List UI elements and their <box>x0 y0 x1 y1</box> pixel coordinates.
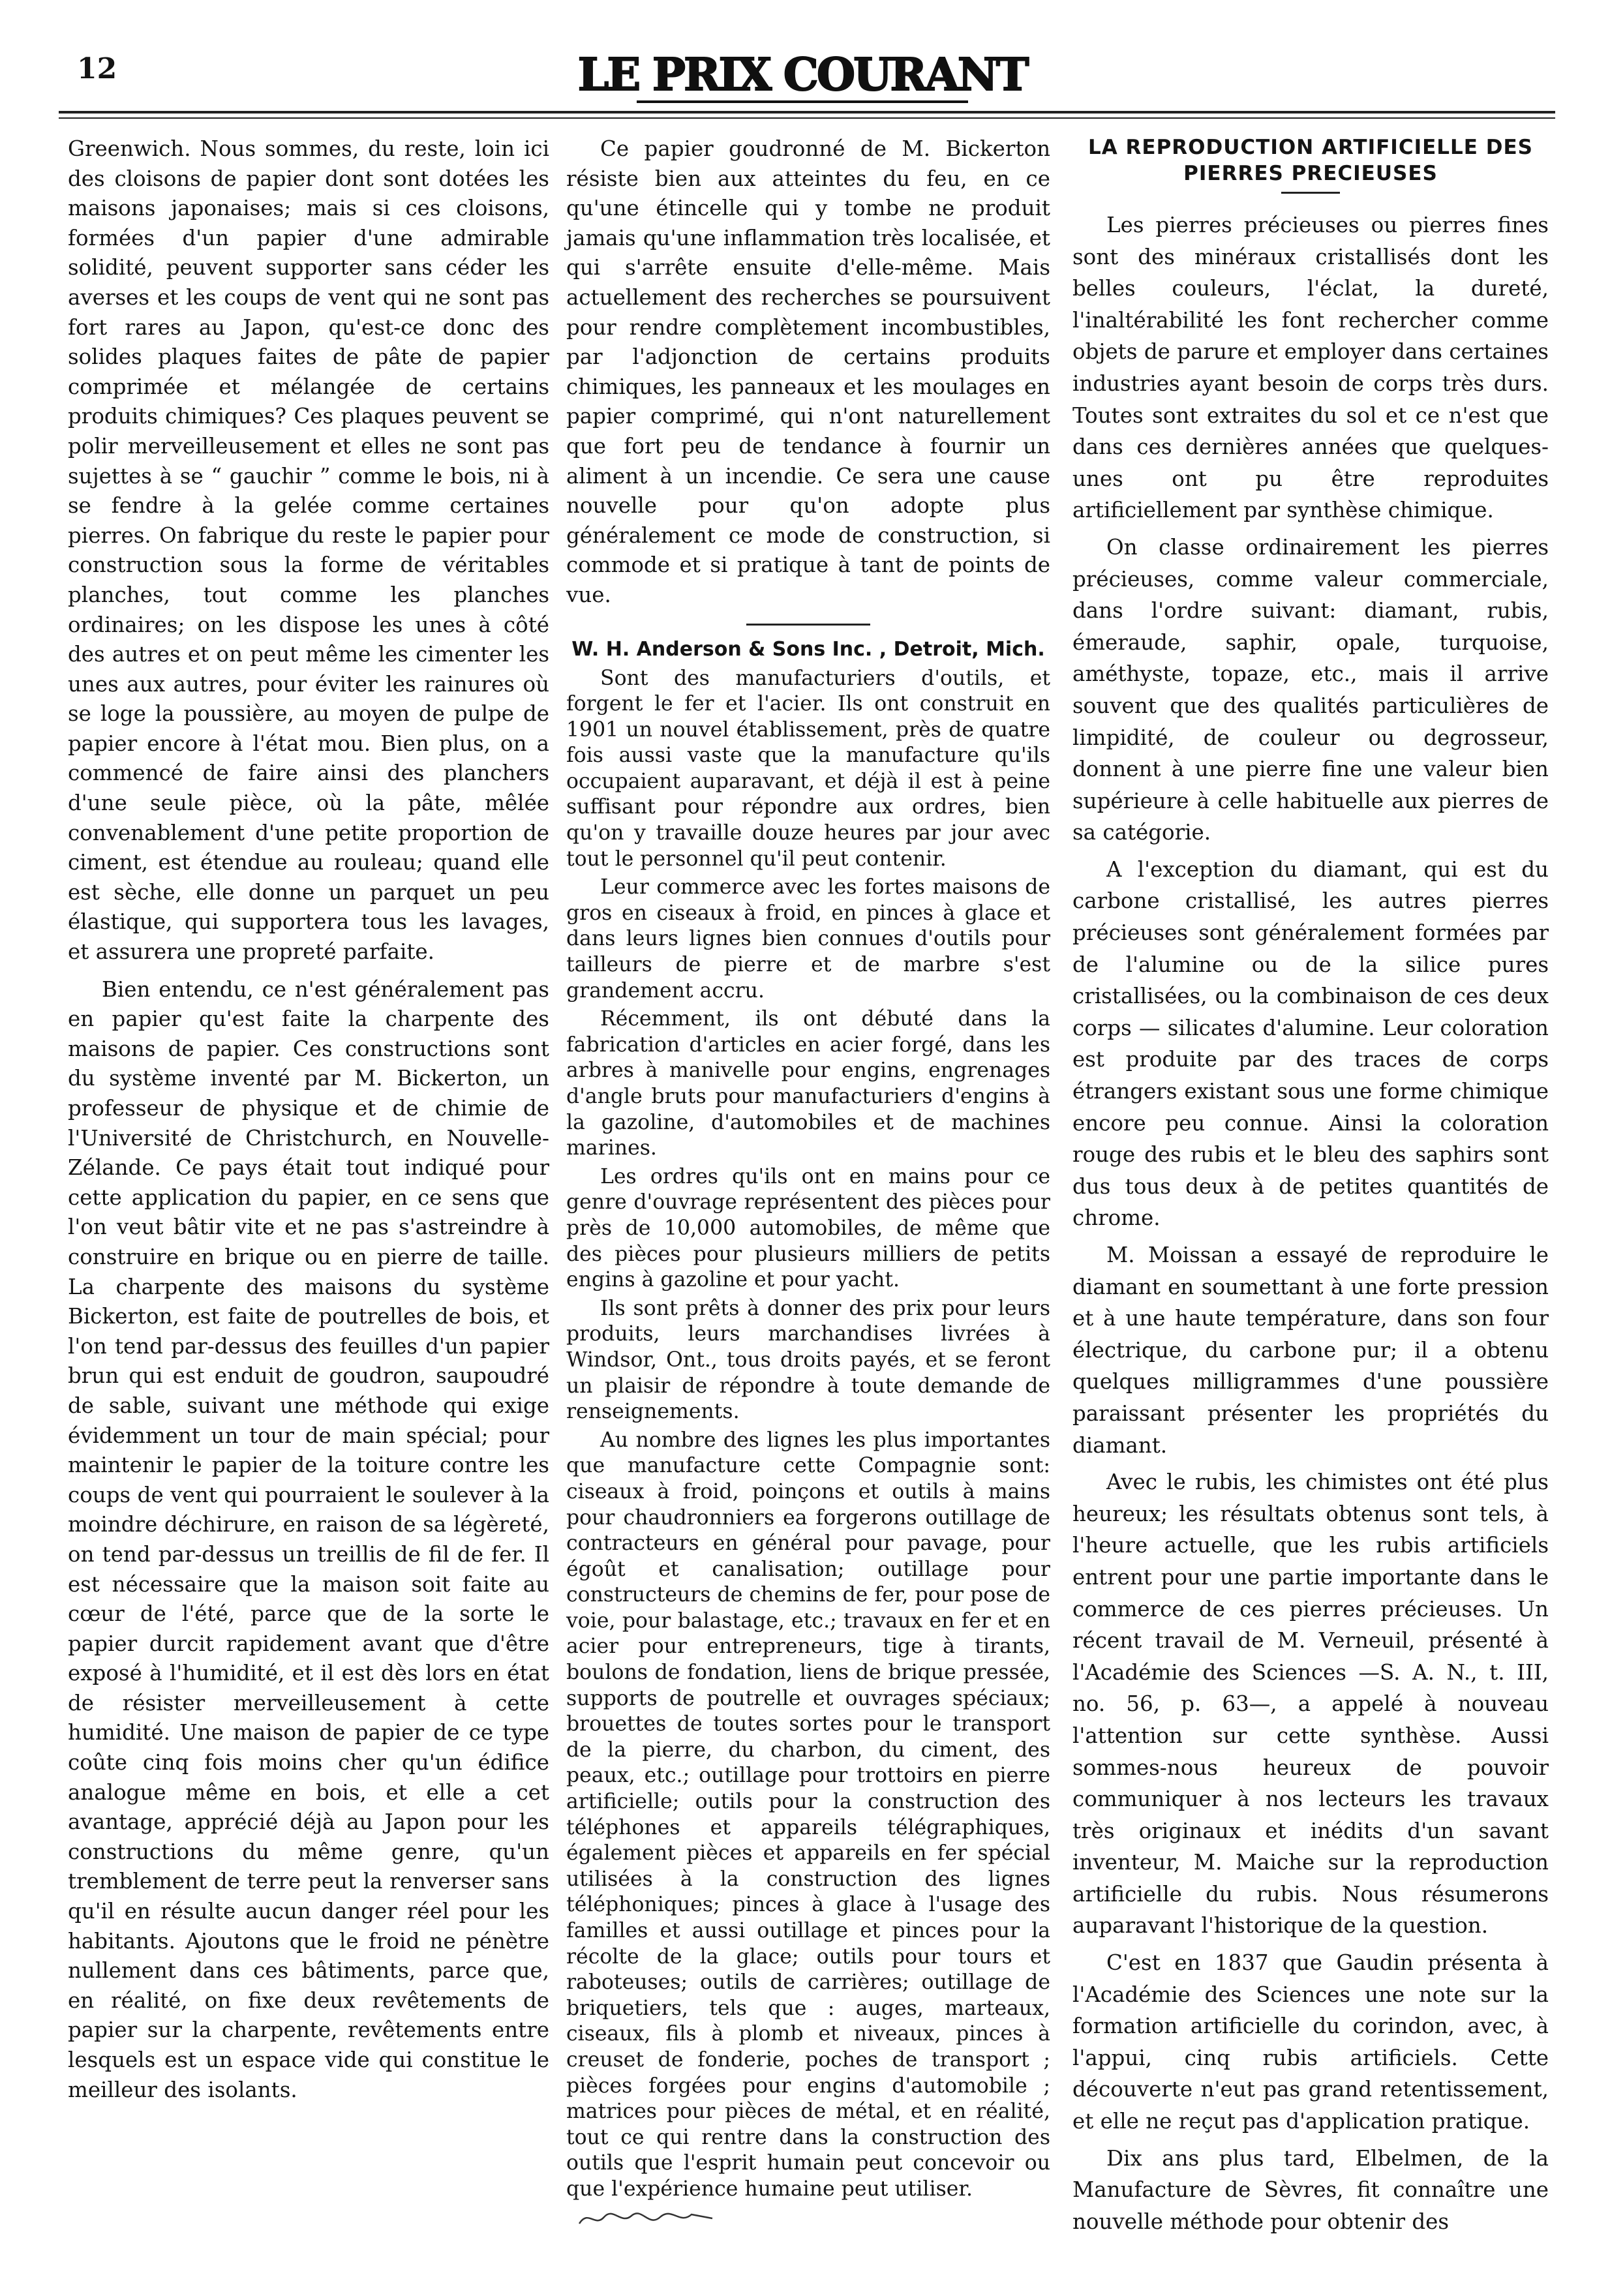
header-rule-top <box>59 111 1555 113</box>
column-middle <box>566 134 1050 2261</box>
paragraph: Bien entendu, ce n'est généralement pas en papier qu'est faite la charpente des maisons de papier. Ces constructions sont du système inventé par M. Bickerton, un professeur de physique et de chimie de l'Université de Christchurch, en Nouvelle-Zélande. Ce pays était tout indiqué pour cette application du papier, en ce sens que l'on veut bâtir vite et ne pas s'astreindre à construire en brique ou en pierre de taille. La charpente des maisons du système Bickerton, est faite de poutrelles de bois, et l'on tend par-dessus des feuilles d'un papier brun qui est enduit de goudron, saupoudré de sable, suivant une méthode qui exige évidemment un tour de main spécial; pour maintenir le papier de la toiture contre les coups de vent qui pourraient le soulever à la moindre déchirure, en raison de sa légèreté, on tend par-dessus un treillis de fil de fer. Il est nécessaire que la maison soit faite au cœur de l'été, parce que de la sorte le papier durcit rapidement avant que d'être exposé à l'humidité, et il est dès lors en état de résister merveilleusement à cette humidité. Une maison de papier de ce type coûte cinq fois moins cher qu'un édifice analogue même en bois, et elle a cet avantage, apprécié déjà au Japon pour les constructions du même genre, qu'un tremblement de terre peut la renverser sans qu'il en résulte aucun danger réel pour les habitants. Ajoutons que le froid ne pénètre nullement dans ces bâtiments, parce que, en réalité, on fixe deux revêtements de papier sur la charpente, revêtements entre lesquels est un espace vide qui constitue le meilleur des isolants. <box>68 976 549 2102</box>
header-rule-bottom <box>59 117 1555 119</box>
paragraph: Au nombre des lignes les plus importantes que manufacture cette Compagnie sont: ciseaux à froid, poinçons et outils à mains pour chaudronniers ea forgerons outillage de contracteurs en général pour pavage, pour égoût et canalisation; outillage pour constructeurs de chemins de fer, pour pose de voie, pour balastage, etc.; travaux en fer et en acier pour entrepreneurs, tige à tirants, boulons de fondation, liens de brique pressée, supports de poutrelle et ouvrages spéciaux; brouettes de toutes sortes pour le transport de la pierre, du charbon, du ciment, des peaux, etc.; outillage pour trottoirs en pierre artificielle; outils pour la construction des téléphones et appareils télégraphiques, également pièces et appareils en fer spécial utilisées à la construction des lignes téléphoniques; pinces à glace à l'usage des familles et aussi outillage et pinces pour la récolte de la glace; outils pour tours et raboteuses; outils de carrières; outillage de briquetiers, tels que : auges, marteaux, ciseaux, fils à plomb et niveaux, pinces à creuset de fonderie, poches de transport ; pièces forgées pour engins d'automobile ; matrices pour pièces de métal, et en réalité, tout ce qui rentre dans la construction des outils que l'esprit humain peut concevoir ou que l'expérience humaine peut utiliser. <box>566 1428 1050 2201</box>
paragraph: On classe ordinairement les pierres précieuses, comme valeur commerciale, dans l'ordre suivant: diamant, rubis, émeraude, saphir, opale, turquoise, améthyste, topaze, etc., mais il arrive souvent que des qualités particulières de limpidité, de couleur ou degrosseur, donnent à une pierre fine une valeur bien supérieure à celle habituelle aux pierres de sa catégorie. <box>1072 534 1549 845</box>
column-left <box>68 134 549 2261</box>
signature-mark <box>575 2205 719 2231</box>
page-number: 12 <box>77 52 117 85</box>
masthead-title: LE PRIX COURANT <box>577 49 1027 101</box>
article-heading: LA REPRODUCTION ARTIFICIELLE DES PIERRES PRECIEUSES <box>1088 136 1533 185</box>
paragraph: Ce papier goudronné de M. Bickerton résiste bien aux atteintes du feu, en ce qu'une étincelle qui y tombe ne produit jamais qu'une inflammation très localisée, et qui s'arrête ensuite d'elle-même. Mais actuellement des recherches se poursuivent pour rendre complètement incombustibles, par l'adjonction de certains produits chimiques, les panneaux et les moulages en papier comprimé, qui n'ont naturellement que fort peu de tendance à fournir un aliment à un incendie. Ce sera une cause nouvelle pour qu'on adopte plus généralement ce mode de construction, si commode et si pratique à tant de points de vue. <box>566 136 1050 607</box>
paragraph: Dix ans plus tard, Elbelmen, de la Manufacture de Sèvres, fit connaître une nouvelle méthode pour obtenir des <box>1072 2145 1549 2234</box>
paragraph: Greenwich. Nous sommes, du reste, loin ici des cloisons de papier dont sont dotées les maisons japonaises; mais si ces cloisons, formées d'un papier d'une admirable solidité, peuvent supporter sans céder les averses et les coups de vent qui ne sont pas fort rares au Japon, qu'est-ce donc des solides plaques faites de pâte de papier comprimée et mélangée de certains produits chimiques? Ces plaques peuvent se polir merveilleusement et elles ne sont pas sujettes à se “ gauchir ” comme le bois, ni à se fendre à la gelée comme certaines pierres. On fabrique du reste le papier pour construction sous la forme de véritables planches, tout comme les planches ordinaires; on les dispose les unes à côté des autres et on peut même les cimenter les unes aux autres, pour éviter les rainures où se loge la poussière, au moyen de pulpe de papier encore à l'état mou. Bien plus, on a commencé de faire ainsi des planchers d'une seule pièce, où la pâte, mêlée convenablement d'une petite proportion de ciment, est étendue au rouleau; quand elle est sèche, elle donne un parquet un peu élastique, qui supportera tous les lavages, et assurera une propreté parfaite. <box>68 136 549 965</box>
paragraph: A l'exception du diamant, qui est du carbone cristallisé, les autres pierres précieuses sont généralement formées par de l'alumine ou de la silice pures cristallisées, ou la combinaison de ces deux corps — silicates d'alumine. Leur coloration est produite par des traces de corps étrangers existant sous une forme chimique encore peu connue. Ainsi la coloration rouge des rubis et le bleu des saphirs sont dus tous deux à de petites quantités de chrome. <box>1072 856 1549 1231</box>
paragraph: Les ordres qu'ils ont en mains pour ce genre d'ouvrage représentent des pièces pour près de 10,000 automobiles, de même que des pièces pour plusieurs milliers de petits engins à gazoline et pour yacht. <box>566 1164 1050 1292</box>
paragraph: C'est en 1837 que Gaudin présenta à l'Académie des Sciences une note sur la formation artificielle du corindon, avec, à l'appui, cinq rubis artificiels. Cette découverte n'eut pas grand retentissement, et elle ne reçut pas d'application pratique. <box>1072 1950 1549 2134</box>
paragraph: Sont des manufacturiers d'outils, et forgent le fer et l'acier. Ils ont construit en 1901 un nouvel établissement, près de quatre fois aussi vaste que la manufacture qu'ils occupaient auparavant, et déjà il est à peine suffisant pour répondre aux ordres, bien qu'on y travaille douze heures par jour avec tout le personnel qu'il peut contenir. <box>566 666 1050 871</box>
paragraph: Ils sont prêts à donner des prix pour leurs produits, leurs marchandises livrées à Windsor, Ont., tous droits payés, et se feront un plaisir de répondre à toute demande de renseignements. <box>566 1296 1050 1424</box>
paragraph: Leur commerce avec les fortes maisons de gros en ciseaux à froid, en pinces à glace et dans leurs lignes bien connues d'outils pour tailleurs de pierre et de marbre s'est grandement accru. <box>566 875 1050 1003</box>
paragraph: Récemment, ils ont débuté dans la fabrication d'articles en acier forgé, dans les arbres à manivelle pour engins, engrenages d'angle bruts pour manufacturiers d'engins à la gazoline, d'automobiles et de machines marines. <box>566 1007 1050 1160</box>
section-separator <box>746 624 870 626</box>
paragraph: Les pierres précieuses ou pierres fines sont des minéraux cristallisés dont les belles couleurs, l'éclat, la dureté, l'inaltérabilité les font rechercher comme objets de parure et employer dans certaines industries ayant besoin de corps très durs. Toutes sont extraites du sol et ce n'est que dans ces dernières années que quelques-unes ont pu être reproduites artificiellement par synthèse chimique. <box>1072 213 1549 523</box>
column-right <box>1072 134 1549 2261</box>
paragraph: Avec le rubis, les chimistes ont été plus heureux; les résultats obtenus sont tels, à l'heure actuelle, que les rubis artificiels entrent pour une partie importante dans le commerce de ces pierres précieuses. Un récent travail de M. Verneuil, présenté à l'Académie des Sciences —S. A. N., t. III, no. 56, p. 63—, a appelé à nouveau l'attention sur cette synthèse. Aussi sommes-nous heureux de pouvoir communiquer à nos lecteurs les travaux très originaux et inédits d'un savant inventeur, M. Maiche sur la reproduction artificielle du rubis. Nous résumerons auparavant l'historique de la question. <box>1072 1470 1549 1939</box>
masthead-logo <box>577 34 1027 110</box>
paragraph: M. Moissan a essayé de reproduire le diamant en soumettant à une forte pression et à une haute température, dans son four électrique, du carbone pur; il a obtenu quelques milligrammes d'une poussière paraissant présenter les propriétés du diamant. <box>1072 1243 1549 1458</box>
heading-separator <box>1281 192 1340 194</box>
firm-heading: W. H. Anderson & Sons Inc. , Detroit, Mich. <box>571 637 1045 661</box>
